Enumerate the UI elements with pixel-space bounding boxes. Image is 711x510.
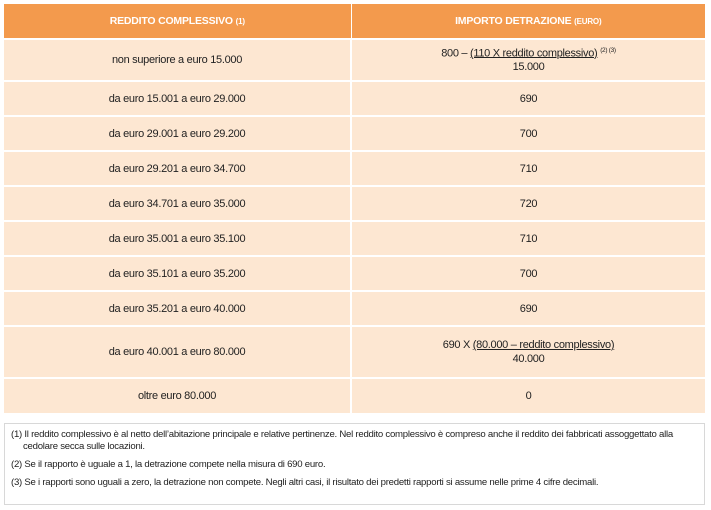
- income-cell: non superiore a euro 15.000: [4, 39, 351, 81]
- header-deduction: [351, 4, 705, 39]
- income-cell: oltre euro 80.000: [4, 378, 351, 413]
- deduction-cell: 700: [351, 256, 705, 291]
- footnote-3: (3) Se i rapporti sono uguali a zero, la detrazione non compete. Negli altri casi, il risultato dei predetti rapporti si assume nelle prime 4 cifre decimali.: [11, 477, 599, 488]
- table-row: [4, 291, 705, 326]
- table-row: [4, 116, 705, 151]
- footnote-ref: (2) (3): [600, 46, 616, 54]
- income-cell: da euro 35.101 a euro 35.200: [4, 256, 351, 291]
- table-row: [4, 81, 705, 116]
- header-deduction-unit: (EURO): [574, 17, 602, 26]
- tax-deduction-table: [4, 4, 705, 413]
- footnote-2: (2) Se il rapporto è uguale a 1, la detrazione compete nella misura di 690 euro.: [11, 459, 326, 470]
- deduction-cell: 710: [351, 151, 705, 186]
- formula-numerator: (80.000 – reddito complessivo): [472, 339, 615, 351]
- table-row: [4, 151, 705, 186]
- deduction-cell: [351, 39, 705, 81]
- deduction-cell: 0: [351, 378, 705, 413]
- income-cell: da euro 35.201 a euro 40.000: [4, 291, 351, 326]
- formula-denominator: 40.000: [512, 353, 545, 365]
- income-cell: da euro 40.001 a euro 80.000: [4, 326, 351, 378]
- header-income: [4, 4, 351, 39]
- table-row: [4, 326, 705, 378]
- deduction-cell: 700: [351, 116, 705, 151]
- table-row: [4, 186, 705, 221]
- deduction-cell: 710: [351, 221, 705, 256]
- header-deduction-label: IMPORTO DETRAZIONE: [455, 15, 572, 27]
- formula-numerator: (110 X reddito complessivo): [469, 47, 598, 60]
- table-row: [4, 221, 705, 256]
- table-row: [4, 256, 705, 291]
- income-cell: da euro 35.001 a euro 35.100: [4, 221, 351, 256]
- deduction-formula: [441, 47, 616, 74]
- income-cell: da euro 29.201 a euro 34.700: [4, 151, 351, 186]
- deduction-cell: 690: [351, 81, 705, 116]
- deduction-cell: 690: [351, 291, 705, 326]
- table-row: [4, 39, 705, 81]
- deduction-cell: 720: [351, 186, 705, 221]
- formula-denominator: 15.000: [512, 61, 545, 74]
- income-cell: da euro 34.701 a euro 35.000: [4, 186, 351, 221]
- header-income-note: (1): [235, 17, 245, 26]
- income-cell: da euro 29.001 a euro 29.200: [4, 116, 351, 151]
- deduction-cell: [351, 326, 705, 378]
- table-header-row: [4, 4, 705, 39]
- deduction-formula: [443, 339, 614, 365]
- table-row: [4, 378, 705, 413]
- income-cell: da euro 15.001 a euro 29.000: [4, 81, 351, 116]
- footnotes: [4, 423, 705, 505]
- formula-prefix: 800 –: [441, 47, 470, 60]
- formula-prefix: 690 X: [442, 339, 473, 351]
- footnote-1: (1) Il reddito complessivo è al netto dell’abitazione principale e relative pertinenze. Nel reddito complessivo è compreso anche il reddito dei fabbricati assoggettato alla cedolare secca sulle locazioni.: [11, 429, 673, 452]
- header-income-label: REDDITO COMPLESSIVO: [109, 15, 233, 27]
